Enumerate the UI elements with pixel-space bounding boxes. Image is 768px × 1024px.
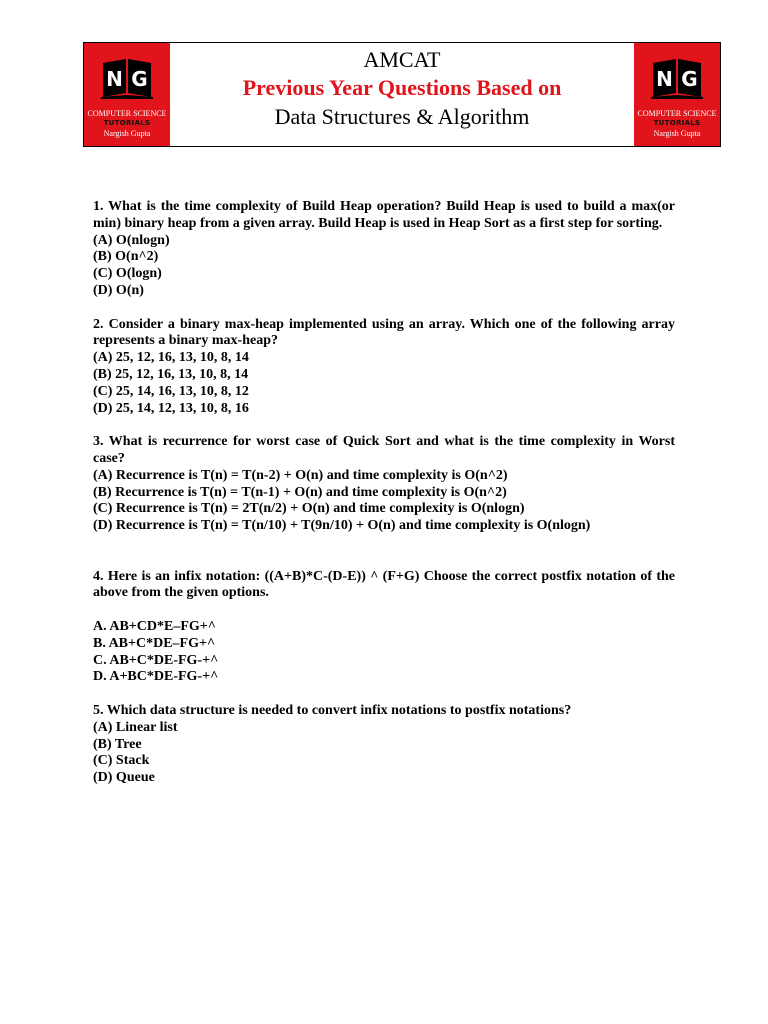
logo-line3: Nargish Gupta xyxy=(653,129,701,138)
question-text: 5. Which data structure is needed to convert infix notations to postfix notations? xyxy=(93,702,572,718)
logo-line1: COMPUTER SCIENCE xyxy=(637,109,717,118)
question-5 xyxy=(93,703,675,787)
option: (A) O(nlogn) xyxy=(93,232,170,248)
option: (B) Recurrence is T(n) = T(n-1) + O(n) and time complexity is O(n^2) xyxy=(93,484,507,500)
option: (D) O(n) xyxy=(93,282,144,298)
book-logo-icon xyxy=(101,57,153,99)
header-text xyxy=(170,43,634,130)
logo-line2: TUTORIALS xyxy=(103,119,151,127)
option: (D) Queue xyxy=(93,770,155,786)
logo-line3: Nargish Gupta xyxy=(103,129,151,138)
option: (C) Stack xyxy=(93,753,150,769)
svg-text:N: N xyxy=(106,67,123,91)
logo-line2: TUTORIALS xyxy=(653,119,701,127)
option: (D) Recurrence is T(n) = T(n/10) + T(9n/10) + O(n) and time complexity is O(nlogn) xyxy=(93,518,591,534)
option: (A) Linear list xyxy=(93,719,178,735)
question-1 xyxy=(93,199,675,300)
header-subtitle: Previous Year Questions Based on xyxy=(242,75,562,100)
question-3 xyxy=(93,434,675,535)
option: (B) Tree xyxy=(93,736,142,752)
option: B. AB+C*DE–FG+^ xyxy=(93,635,216,651)
option: (A) 25, 12, 16, 13, 10, 8, 14 xyxy=(93,350,249,366)
question-text: 1. What is the time complexity of Build Heap operation? Build Heap is used to build a max(or min) binary heap from a given array. Build Heap is used in Heap Sort as a first step for sorting. xyxy=(93,199,675,231)
question-4 xyxy=(93,569,675,687)
option: A. AB+CD*E–FG+^ xyxy=(93,618,216,634)
question-text: 4. Here is an infix notation: ((A+B)*C-(D-E)) ^ (F+G) Choose the correct postfix notation of the above from the given options. xyxy=(93,568,675,601)
question-2 xyxy=(93,317,675,418)
option: (B) O(n^2) xyxy=(93,249,159,265)
header-topic: Data Structures & Algorithm xyxy=(274,104,530,129)
option: (A) Recurrence is T(n) = T(n-2) + O(n) and time complexity is O(n^2) xyxy=(93,467,508,483)
option: D. A+BC*DE-FG-+^ xyxy=(93,669,219,685)
header-title: AMCAT xyxy=(363,47,441,72)
header-box xyxy=(83,42,721,147)
svg-text:N: N xyxy=(656,67,673,91)
svg-text:G: G xyxy=(131,67,148,91)
option: (C) Recurrence is T(n) = 2T(n/2) + O(n) and time complexity is O(nlogn) xyxy=(93,501,525,517)
logo-line1: COMPUTER SCIENCE xyxy=(87,109,167,118)
logo-left xyxy=(84,43,170,146)
book-logo-icon xyxy=(651,57,703,99)
option: (C) 25, 14, 16, 13, 10, 8, 12 xyxy=(93,383,249,399)
svg-text:G: G xyxy=(681,67,698,91)
option: (B) 25, 12, 16, 13, 10, 8, 14 xyxy=(93,366,249,382)
question-text: 3. What is recurrence for worst case of Quick Sort and what is the time complexity in Worst case? xyxy=(93,434,675,466)
logo-right xyxy=(634,43,720,146)
option: (D) 25, 14, 12, 13, 10, 8, 16 xyxy=(93,400,249,416)
question-text: 2. Consider a binary max-heap implemented using an array. Which one of the following array represents a binary max-heap? xyxy=(93,316,675,349)
option: C. AB+C*DE-FG-+^ xyxy=(93,652,219,668)
question-list xyxy=(93,199,675,787)
option: (C) O(logn) xyxy=(93,266,162,282)
